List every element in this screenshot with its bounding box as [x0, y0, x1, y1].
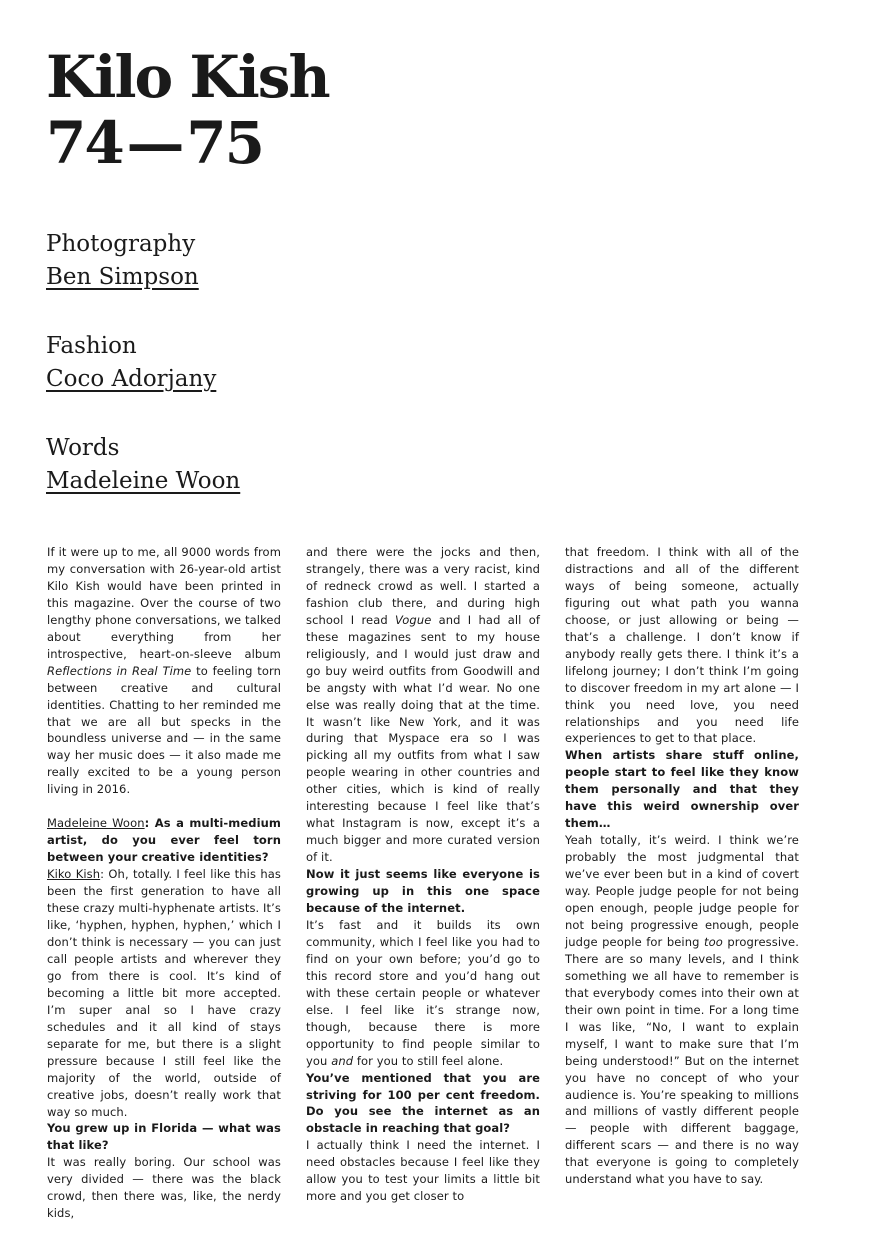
answer: I actually think I need the internet. I need obstacles because I feel like they allow you to test your limits a little bit more and you get closer to [306, 1138, 540, 1204]
answer: that freedom. I think with all of the distractions and all of the different ways of being someone, actually figuring out what path you wanna choose, or just allowing or being — that’s a challenge. I don’t know if anybody really gets there. I think it’s a lifelong journey; I don’t think I’m going to discover freedom in my art alone — I think you need love, you need relationships and you need life experiences to get to that place. [565, 545, 799, 746]
credit-role: Photography [46, 231, 196, 257]
credit-role: Fashion [46, 333, 137, 359]
credit-role: Words [46, 435, 120, 461]
credit-words [46, 432, 240, 498]
answer: It was really boring. Our school was very divided — there was the black crowd, then there was, like, the nerdy kids, [47, 1155, 281, 1221]
text-column-1 [47, 544, 281, 1222]
question: When artists share stuff online, people start to feel like they know them personally and that they have this weird ownership over them… [565, 748, 799, 831]
credit-photography [46, 228, 240, 294]
question: You’ve mentioned that you are striving for 100 per cent freedom. Do you see the internet as an obstacle in reaching that goal? [306, 1070, 540, 1136]
credit-fashion [46, 330, 240, 396]
answer: It’s fast and it builds its own community, which I feel like you had to find on your own before; you’d go to this record store and you’d hang out with these certain people or whatever else. I feel like it’s strange now, though, because there is more opportunity to find people similar to you and for you to still feel alone. [306, 917, 540, 1068]
credit-name: Coco Adorjany [46, 366, 217, 392]
title-name: Kilo Kish [46, 43, 329, 111]
question: Madeleine Woon: As a multi-medium artist, do you ever feel torn between your creative identities? [47, 816, 282, 865]
interviewee-name: Kiko Kish [47, 867, 101, 882]
question: Now it just seems like everyone is growing up in this one space because of the internet. [306, 867, 540, 916]
answer: Yeah totally, it’s weird. I think we’re probably the most judgmental that we’ve ever been but in a kind of covert way. People judge people for not being open enough, people judge people for not being progressive enough, people judge people for being too progressive. There are so many levels, and I think something we all have to remember is that everybody comes into their own at their own point in time. For a long time I was like, “No, I want to explain myself, I want to make sure that I’m being understood!” But on the internet you have no concept of who your audience is. You’re speaking to millions and millions of vastly different people — people with different baggage, different scars — and there is no way that everyone is going to completely understand what you have to say. [565, 833, 799, 1187]
interviewer-name: Madeleine Woon [47, 816, 145, 831]
answer: and there were the jocks and then, strangely, there was a very racist, kind of redneck crowd as well. I started a fashion club there, and during high school I read Vogue and I had all of these magazines sent to my house religiously, and I would just draw and go buy weird outfits from Goodwill and be angsty with what I’d wear. No one else was really doing that at the time. It wasn’t like New York, and it was during that Myspace era so I was picking all my outfits from what I saw people wearing in other countries and other cities, which is kind of really interesting because I feel like that’s what Instagram is now, except it’s a much bigger and more curated version of it. [306, 545, 540, 865]
credit-name: Madeleine Woon [46, 468, 241, 494]
question: You grew up in Florida — what was that like? [47, 1121, 281, 1153]
album-title: Reflections in Real Time [47, 663, 192, 678]
text-column-2 [306, 544, 540, 1205]
credits [46, 228, 240, 534]
credit-name: Ben Simpson [46, 264, 199, 290]
page-numbers: 74 — 75 [46, 109, 263, 177]
intro-paragraph: If it were up to me, all 9000 words from my conversation with 26-year-old artist Kilo Kish would have been printed in this magazine. Over the course of two lengthy phone conversations, we talked about everything from her introspective, heart-on-sleeve album Reflections in Real Time to feeling torn between creative and cultural identities. Chatting to her reminded me that we are all but specks in the boundless universe and — in the same way her music does — it also made me really excited to be a young person living in 2016. [47, 545, 281, 797]
answer: Kiko Kish: Oh, totally. I feel like this has been the first generation to have all these crazy multi-hyphenate artists. It’s like, ‘hyphen, hyphen, hyphen,’ which I don’t think is necessary — you can just call people artists and wherever they go from there is cool. It’s kind of becoming a little bit more accepted. I’m super anal so I have crazy schedules and it all kind of stays separate for me, but there is a slight pressure because I still feel like the majority of the world, outside of creative jobs, doesn’t really work that way so much. [47, 867, 281, 1119]
article-title [46, 44, 329, 176]
text-column-3 [565, 544, 799, 1188]
